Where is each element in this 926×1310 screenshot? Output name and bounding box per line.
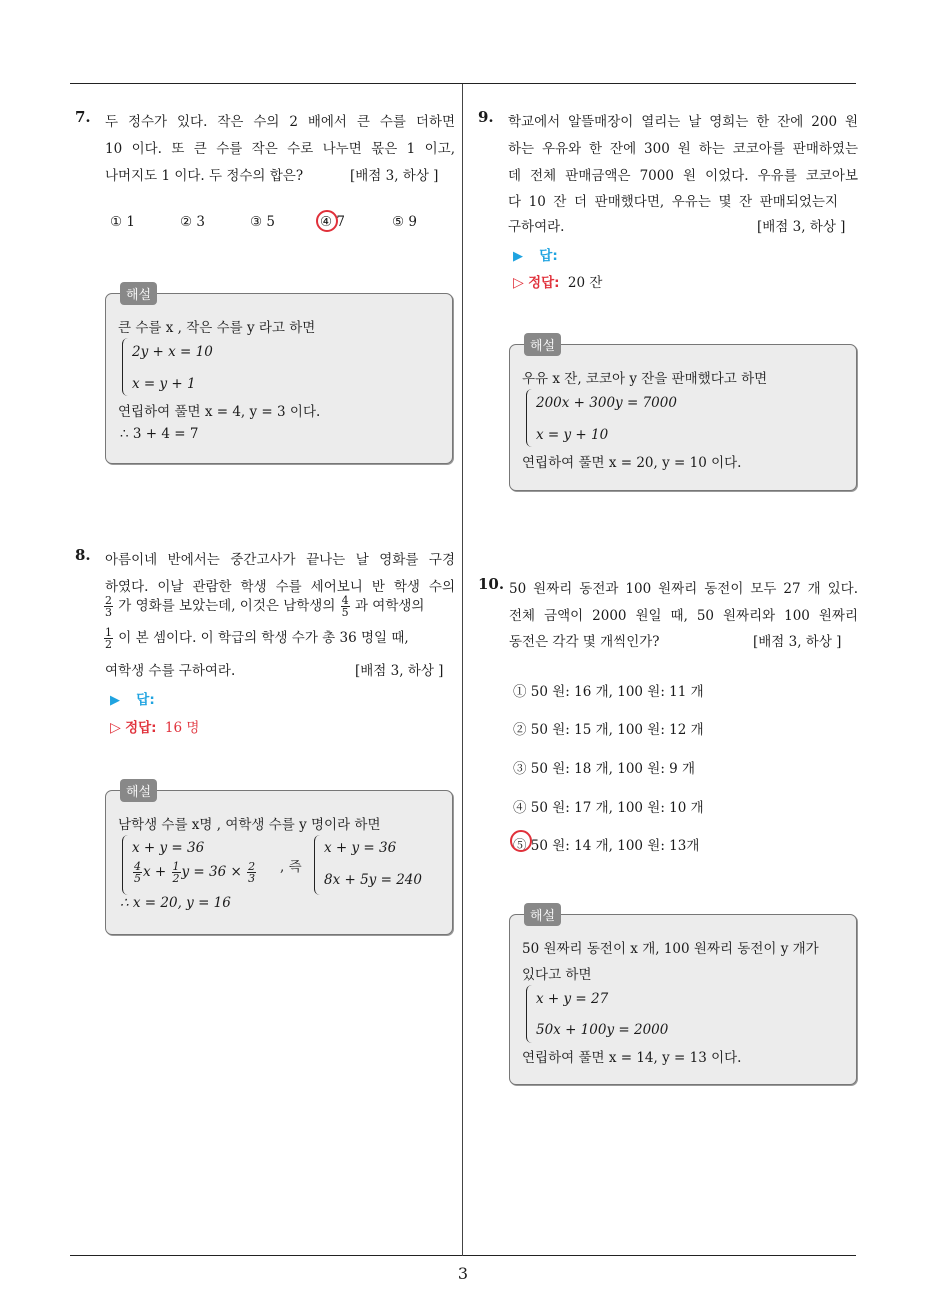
question-text: 아름이네 반에서는 중간고사가 끝나는 날 영화를 구경 <box>105 552 455 568</box>
solution-conclusion: ∴ 3 + 4 = 7 <box>120 426 199 442</box>
question-text-frac-line: $\frac{1}{2}$ 이 본 셈이다. 이 학급의 학생 수가 총 36 명일 때, <box>105 626 409 651</box>
equation-brace <box>122 835 128 895</box>
question-number: 10. <box>478 575 505 593</box>
fraction: $\frac{4}{5}$ <box>341 594 349 619</box>
correct-answer-value: 16 명 <box>164 720 200 736</box>
solution-tab: 해설 <box>120 779 157 802</box>
question-number: 9. <box>478 108 494 126</box>
choice-5[interactable]: ⑤ 50 원: 14 개, 100 원: 13개 <box>513 838 700 854</box>
question-text: 구하여라. <box>508 219 565 235</box>
solution-tab: 해설 <box>524 333 561 356</box>
question-text: 하였다. 이날 관람한 학생 수를 세어보니 반 학생 수의 <box>105 579 455 595</box>
solution-intro: 우유 x 잔, 코코아 y 잔을 판매했다고 하면 <box>522 371 768 387</box>
column-divider <box>462 84 463 1256</box>
triangle-icon: ▶ <box>110 693 120 708</box>
equation-1: 2y + x = 10 <box>132 344 213 360</box>
choice-1[interactable]: ① 50 원: 16 개, 100 원: 11 개 <box>513 684 704 700</box>
solution-conclusion: ∴ x = 20, y = 16 <box>120 895 231 911</box>
equation-brace <box>314 835 320 895</box>
page-number: 3 <box>457 1264 469 1283</box>
question-text: 10 이다. 또 큰 수를 작은 수로 나누면 몫은 1 이고, <box>105 141 455 157</box>
triangle-icon: ▶ <box>513 249 523 264</box>
outline-triangle-icon: ▷ <box>513 275 524 291</box>
correct-answer-row: ▷ 정답: 20 잔 <box>513 275 603 291</box>
question-text: 50 원짜리 동전과 100 원짜리 동전이 모두 27 개 있다. <box>509 581 858 597</box>
question-text: 여학생 수를 구하여라. <box>105 663 236 679</box>
solution-box <box>105 293 453 464</box>
choice-1[interactable]: ① 1 <box>110 214 135 230</box>
question-number: 7. <box>75 108 91 126</box>
question-text: 학교에서 알뜰매장이 열리는 날 영희는 한 잔에 200 원 <box>508 114 858 130</box>
fraction: $\frac{2}{3}$ <box>105 594 112 619</box>
solution-intro: 큰 수를 x , 작은 수를 y 라고 하면 <box>118 320 316 336</box>
question-text: 두 정수가 있다. 작은 수의 2 배에서 큰 수를 더하면 <box>105 114 455 130</box>
correct-answer-value: 20 잔 <box>567 275 603 291</box>
question-text: 다 10 잔 더 판매했다면, 우유는 몇 잔 판매되었는지 <box>508 194 838 210</box>
choice-4[interactable]: ④ 7 <box>320 214 345 230</box>
top-rule <box>70 83 856 84</box>
solution-intro: 50 원짜리 동전이 x 개, 100 원짜리 동전이 y 개가 <box>522 941 819 957</box>
bottom-rule <box>70 1255 856 1256</box>
equation-brace <box>526 985 532 1043</box>
answer-row: ▶ 답: <box>110 692 155 708</box>
question-text: 나머지도 1 이다. 두 정수의 합은? <box>105 168 304 184</box>
choice-3[interactable]: ③ 50 원: 18 개, 100 원: 9 개 <box>513 761 696 777</box>
solution-result: 연립하여 풀면 x = 14, y = 13 이다. <box>522 1050 742 1066</box>
choice-3[interactable]: ③ 5 <box>250 214 275 230</box>
selected-answer-circle <box>316 210 338 232</box>
choice-2[interactable]: ② 3 <box>180 214 205 230</box>
equation-brace <box>526 389 532 447</box>
solution-box <box>105 790 453 935</box>
equation-2: x = y + 1 <box>132 376 196 392</box>
question-text: 동전은 각각 몇 개씩인가? <box>509 634 660 650</box>
selected-answer-circle <box>510 830 532 852</box>
equation-4: 8x + 5y = 240 <box>324 872 422 888</box>
correct-answer-row: ▷ 정답: 16 명 <box>110 720 200 736</box>
question-text: 하는 우유와 한 잔에 300 원 하는 코코아를 판매하였는 <box>508 141 858 157</box>
solution-result: 연립하여 풀면 x = 20, y = 10 이다. <box>522 455 742 471</box>
solution-intro: 남학생 수를 x명 , 여학생 수를 y 명이라 하면 <box>118 817 381 833</box>
equation-1: 200x + 300y = 7000 <box>536 395 677 411</box>
question-number: 8. <box>75 546 91 564</box>
score-label: [배점 3, 하상 ] <box>757 219 846 235</box>
solution-box <box>509 344 857 491</box>
solution-intro: 있다고 하면 <box>522 967 592 983</box>
choice-4[interactable]: ④ 50 원: 17 개, 100 원: 10 개 <box>513 800 704 816</box>
solution-box <box>509 914 857 1085</box>
solution-tab: 해설 <box>120 282 157 305</box>
equation-2: 50x + 100y = 2000 <box>536 1022 669 1038</box>
question-text: 데 전체 판매금액은 7000 원 이었다. 우유를 코코아보 <box>508 168 858 184</box>
score-label: [배점 3, 하상 ] <box>355 663 444 679</box>
score-label: [배점 3, 하상 ] <box>753 634 842 650</box>
question-text-frac-line: $\frac{2}{3}$ 가 영화를 보았는데, 이것은 남학생의 $\frac{4}{5}$ 과 여학생의 <box>105 594 425 619</box>
question-text: 전체 금액이 2000 원일 때, 50 원짜리와 100 원짜리 <box>509 608 858 624</box>
solution-result: 연립하여 풀면 x = 4, y = 3 이다. <box>118 404 321 420</box>
score-label: [배점 3, 하상 ] <box>350 168 439 184</box>
choice-5[interactable]: ⑤ 9 <box>392 214 417 230</box>
fraction: $\frac{4}{5}$ <box>134 860 141 885</box>
equation-2: x = y + 10 <box>536 427 609 443</box>
answer-row: ▶ 답: <box>513 248 558 264</box>
equation-brace <box>122 338 128 396</box>
equation-1: x + y = 36 <box>132 840 205 856</box>
equation-connector: , 즉 <box>280 859 302 875</box>
equation-1: x + y = 27 <box>536 991 609 1007</box>
equation-3: x + y = 36 <box>324 840 397 856</box>
fraction: $\frac{1}{2}$ <box>172 860 180 885</box>
fraction: $\frac{2}{3}$ <box>248 860 256 885</box>
outline-triangle-icon: ▷ <box>110 720 121 736</box>
equation-2: $\frac{4}{5}$ x + $\frac{1}{2}$ y = 36 × $\frac{2}{3}$ <box>134 860 256 885</box>
solution-tab: 해설 <box>524 903 561 926</box>
choice-2[interactable]: ② 50 원: 15 개, 100 원: 12 개 <box>513 722 704 738</box>
fraction: $\frac{1}{2}$ <box>105 626 112 651</box>
